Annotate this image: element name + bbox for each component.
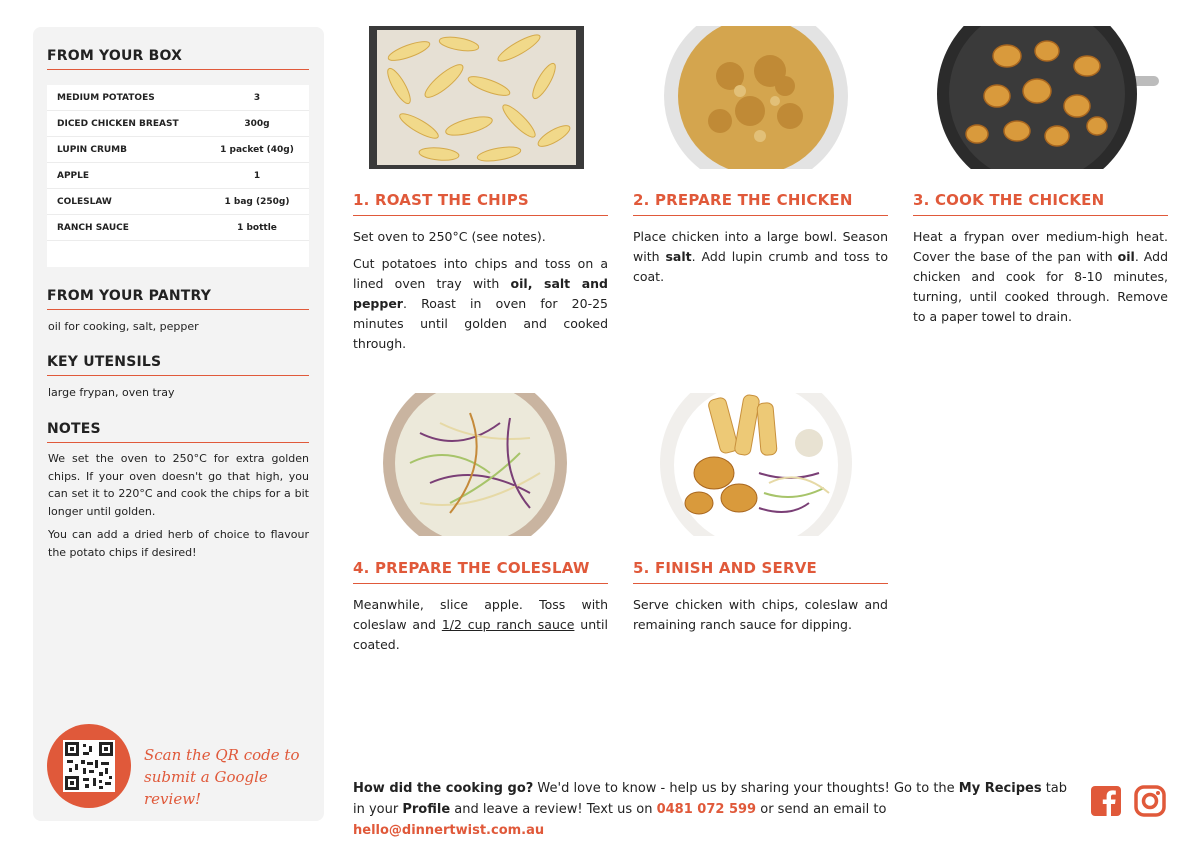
- step-text: Set oven to 250°C (see notes).: [353, 229, 546, 244]
- step-body: [633, 227, 888, 294]
- bold-text: salt: [665, 249, 692, 264]
- text-span: . Add chicken and cook for 8-10 minutes, turning, until cooked through. Remove to a paper towel to drain.: [913, 249, 1169, 324]
- profile-link[interactable]: Profile: [402, 802, 451, 817]
- step-body: [913, 227, 1168, 334]
- my-recipes-link[interactable]: My Recipes: [958, 781, 1042, 796]
- utensils-text: large frypan, oven tray: [48, 386, 175, 399]
- qr-code-icon[interactable]: [63, 740, 115, 792]
- ingredient-name: COLESLAW: [57, 196, 112, 207]
- notes-text: [48, 450, 309, 567]
- footer-lead: How did the cooking go?: [353, 781, 534, 796]
- table-row: [47, 111, 309, 137]
- step-body: [353, 595, 608, 662]
- qr-caption: [144, 744, 314, 810]
- prepare-coleslaw-photo: [380, 393, 571, 536]
- text-span: . Add lupin crumb and toss to coat.: [633, 249, 888, 284]
- from-your-box-heading: FROM YOUR BOX: [47, 48, 309, 70]
- ingredient-name: DICED CHICKEN BREAST: [57, 118, 179, 129]
- ingredient-qty: 1 packet (40g): [220, 144, 294, 155]
- qr-caption-line: Scan the QR code to: [144, 746, 300, 764]
- phone-link[interactable]: 0481 072 599: [656, 802, 757, 817]
- prepare-chicken-photo: [660, 26, 852, 169]
- ingredient-name: RANCH SAUCE: [57, 222, 129, 233]
- qr-review: [47, 724, 317, 808]
- text-span: until coated.: [353, 617, 608, 652]
- step-body: [633, 595, 888, 642]
- review-footer: [353, 778, 1073, 841]
- step-body: [353, 227, 608, 361]
- notes-paragraph: We set the oven to 250°C for extra golden chips. If your oven doesn't go that high, you can set it to 220°C and cook the chips for a bit longer until golden.: [48, 452, 309, 518]
- step-text: [913, 227, 1168, 327]
- ingredient-name: LUPIN CRUMB: [57, 144, 127, 155]
- text-span: tab in your: [353, 781, 1068, 817]
- table-row: [47, 137, 309, 163]
- qr-caption-line: submit a Google review!: [144, 768, 268, 808]
- table-row: [47, 163, 309, 189]
- ingredient-name: APPLE: [57, 170, 90, 181]
- instagram-icon[interactable]: [1134, 785, 1166, 817]
- step-text: [633, 227, 888, 287]
- notes-paragraph: You can add a dried herb of choice to flavour the potato chips if desired!: [48, 528, 309, 559]
- table-row: [47, 189, 309, 215]
- cook-chicken-photo: [937, 26, 1159, 169]
- utensils-heading: KEY UTENSILS: [47, 354, 309, 376]
- text-span: and leave a review! Text us on: [450, 802, 657, 817]
- step-title: 5. FINISH AND SERVE: [633, 559, 888, 584]
- text-span: Cut potatoes into chips and toss on a lined oven tray with: [353, 256, 608, 291]
- step-text: [353, 595, 608, 655]
- step-title: 4. PREPARE THE COLESLAW: [353, 559, 608, 584]
- bold-text: oil: [1117, 249, 1135, 264]
- step-title: 1. ROAST THE CHIPS: [353, 191, 608, 216]
- ingredient-qty: 1 bottle: [237, 222, 277, 233]
- ingredient-name: MEDIUM POTATOES: [57, 92, 155, 103]
- step-text: Serve chicken with chips, coleslaw and remaining ranch sauce for dipping.: [633, 597, 888, 632]
- text-span: Heat a frypan over medium-high heat. Cover the base of the pan with: [913, 229, 1168, 264]
- ingredients-table: [47, 85, 309, 267]
- finish-serve-photo: [659, 393, 854, 536]
- ingredient-qty: 300g: [244, 118, 270, 129]
- pantry-heading: FROM YOUR PANTRY: [47, 288, 309, 310]
- ingredient-qty: 3: [253, 92, 261, 103]
- email-link[interactable]: hello@dinnertwist.com.au: [353, 823, 545, 838]
- step-title: 2. PREPARE THE CHICKEN: [633, 191, 888, 216]
- text-span: or send an email to: [756, 802, 887, 817]
- table-row: [47, 215, 309, 241]
- ingredient-qty: 1: [253, 170, 261, 181]
- text-span: . Roast in oven for 20-25 minutes until golden and cooked through.: [353, 296, 608, 351]
- text-span: Meanwhile, slice apple. Toss with coleslaw and: [353, 597, 608, 632]
- notes-heading: NOTES: [47, 421, 309, 443]
- step-title: 3. COOK THE CHICKEN: [913, 191, 1168, 216]
- pantry-text: oil for cooking, salt, pepper: [48, 320, 199, 333]
- sidebar: [33, 27, 324, 821]
- roast-chips-photo: [369, 26, 584, 169]
- text-span: Place chicken into a large bowl. Season with: [633, 229, 888, 264]
- step-text: [353, 254, 608, 354]
- facebook-icon[interactable]: [1090, 785, 1122, 817]
- qr-badge: [47, 724, 131, 808]
- table-row: [47, 85, 309, 111]
- text-span: We'd love to know - help us by sharing your thoughts! Go to the: [533, 781, 959, 796]
- ingredient-qty: 1 bag (250g): [224, 196, 290, 207]
- underlined-text: 1/2 cup ranch sauce: [441, 617, 575, 632]
- bold-text: oil, salt and pepper: [353, 276, 608, 311]
